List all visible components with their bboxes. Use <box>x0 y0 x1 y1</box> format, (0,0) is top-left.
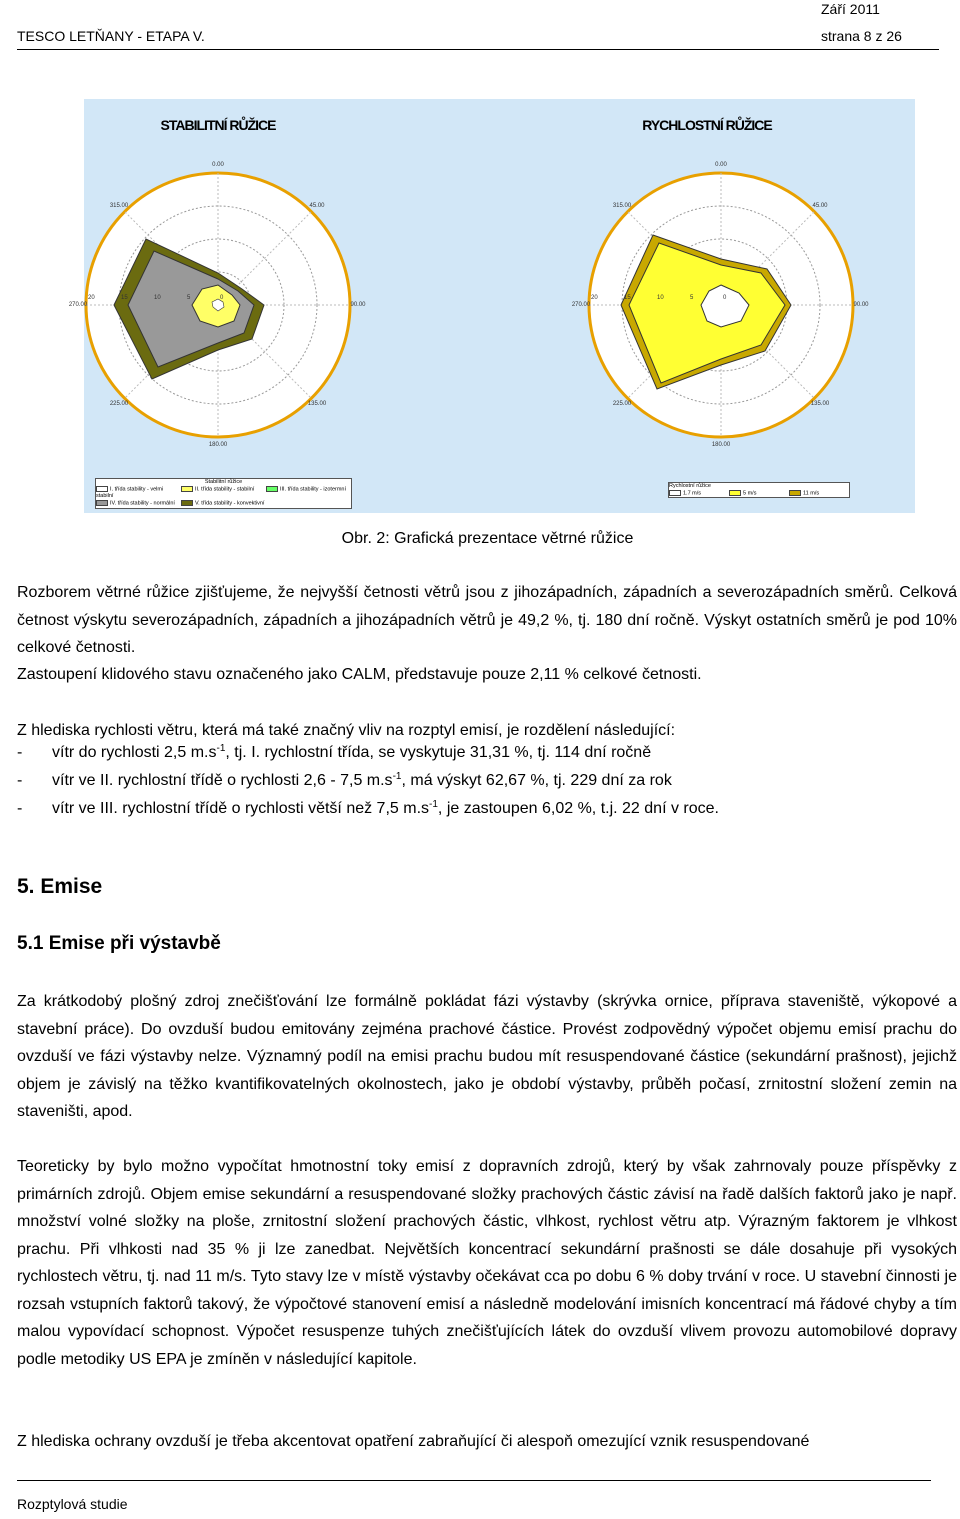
page-number: strana 8 z 26 <box>821 28 902 44</box>
legend-swatch <box>181 500 193 506</box>
legend-swatch <box>96 486 108 492</box>
header-rule <box>17 49 939 50</box>
direction-label: 270.00 <box>571 302 591 308</box>
direction-label: 90.00 <box>350 302 366 308</box>
direction-label: 180.00 <box>208 442 228 448</box>
paragraph: Z hlediska rychlosti větru, která má také značný vliv na rozptyl emisí, je rozdělení následující: <box>17 722 676 739</box>
radial-label: 0 <box>723 295 727 301</box>
speed-legend <box>668 482 850 498</box>
stability-rose-chart <box>84 99 520 513</box>
direction-label: 180.00 <box>711 442 731 448</box>
stability-legend-title: Stabilitní růžice <box>204 479 243 485</box>
legend-swatch <box>729 490 741 496</box>
direction-label: 135.00 <box>307 400 327 407</box>
footer-rule <box>17 1480 931 1481</box>
legend-item: II. třída stability - stabilní <box>181 486 266 500</box>
list-item: - vítr ve II. rychlostní třídě o rychlosti 2,6 - 7,5 $m.s^{-1}$, má výskyt 62,67 %, tj. 229 dní za rok <box>17 771 672 789</box>
radial-label: 0 <box>220 295 224 301</box>
list-item: - vítr do rychlosti 2,5 $m.s^{-1}$, tj. I. rychlostní třída, se vyskytuje 31,31 %, tj. 114 dní ročně <box>17 743 652 761</box>
stability-rose-title: STABILITNÍ RŮŽICE <box>160 117 276 133</box>
paragraph: Z hlediska ochrany ovzduší je třeba akcentovat opatření zabraňující či alespoň omezující vznik resuspendované <box>17 1433 810 1450</box>
list-item: - vítr ve III. rychlostní třídě o rychlosti větší než 7,5 $m.s^{-1}$, je zastoupen 6,02 %, t.j. 22 dní v roce. <box>17 799 719 817</box>
legend-item: 5 m/s <box>729 490 789 497</box>
paragraph: Zastoupení klidového stavu označeného jako CALM, představuje pouze 2,11 % celkové četnosti. <box>17 666 702 683</box>
legend-swatch <box>266 486 278 492</box>
radial-label: 5 <box>187 295 191 301</box>
legend-swatch <box>669 490 681 496</box>
footer-text: Rozptylová studie <box>17 1496 128 1512</box>
direction-label: 315.00 <box>109 203 129 209</box>
paragraph: Rozborem větrné růžice zjišťujeme, že nejvyšší četnosti větrů jsou z jihozápadních, západních a severozápadních směrů. Celková četnost výskytu severozápadních, západních a jihozápadních větrů je 49,2 %, tj. 180 dní ročně. Výskyt ostatních směrů je pod 10% celkové četnosti. <box>17 584 957 656</box>
radial-label: 15 <box>121 295 128 301</box>
direction-label: 90.00 <box>853 302 869 308</box>
radial-label: 10 <box>657 295 664 301</box>
stability-legend <box>95 478 352 509</box>
legend-item: 1.7 m/s <box>669 490 729 497</box>
speed-legend-title: Rychlostní růžice <box>669 483 711 489</box>
direction-label: 225.00 <box>612 400 632 407</box>
direction-label: 225.00 <box>109 400 129 407</box>
direction-label: 45.00 <box>812 203 828 209</box>
paragraph: Za krátkodobý plošný zdroj znečišťování lze formálně pokládat fázi výstavby (skrývka ornice, příprava staveniště, výkopové a stavební práce). Do ovzduší budou emitovány zejména prachové částice. Provést zodpovědný výpočet objemu emisí prachu do ovzduší ve fázi výstavby nelze. Významný podíl na emisi prachu budou mít resuspendované částice (sekundární prašnost), jejichž objem je závislý na těžko kvantifikovatelných okolnostech, jako je období výstavby, průběh počasí, zrnitostní složení zemin na staveništi, apod. <box>17 993 957 1120</box>
paragraph: Teoreticky by bylo možno vypočítat hmotnostní toky emisí z dopravních zdrojů, který by však zahrnovaly pouze příspěvky z primárních zdrojů. Objem emise sekundární a resuspendované složky prachových částic závisí na řadě dalších faktorů jako je např. množství volné složky na ploše, zrnitostní složení prachových částic, vlhkost, rychlost větru atp. Výrazným faktorem je vlhkost prachu. Při vlhkosti nad 35 % ji lze zanedbat. Největších koncentrací sekundární prašnosti se dále dosahuje při vysokých rychlostech větru, tj. nad 11 m/s. Tyto stavy lze v místě výstavby očekávat cca po dobu 6 % doby trvání v roce. U stavební činnosti je rozsah vstupních faktorů takový, že výpočtové stanovení emisí a následně modelování imisních koncentrací má řádové chyby a tím malou vypovídací schopnost. Výpočet resuspenze tuhých znečišťujících látek do ovzduší vlivem provozu automobilové dopravy podle metodiky US EPA je zmíněn v následující kapitole. <box>17 1158 957 1368</box>
header-title: TESCO LETŇANY - ETAPA V. <box>17 28 205 44</box>
legend-swatch <box>789 490 801 496</box>
legend-item: V. třída stability - konvektivní <box>181 500 266 507</box>
radial-label: 5 <box>690 295 694 301</box>
radial-label: 20 <box>591 295 598 301</box>
subsection-heading: 5.1 Emise při výstavbě <box>17 933 221 954</box>
direction-label: 0.00 <box>212 162 224 168</box>
speed-rose-title: RYCHLOSTNÍ RŮŽICE <box>642 117 772 133</box>
legend-item: III. třída stability - izotermní <box>266 486 351 500</box>
radial-label: 10 <box>154 295 161 301</box>
legend-item: 11 m/s <box>789 490 849 497</box>
legend-swatch <box>96 500 108 506</box>
radial-label: 20 <box>88 295 95 301</box>
legend-item: IV. třída stability - normální <box>96 500 181 507</box>
direction-label: 0.00 <box>715 162 727 168</box>
figure-caption: Obr. 2: Grafická prezentace větrné růžice <box>341 530 634 547</box>
legend-item: I. třída stability - velmi stabilní <box>96 486 164 500</box>
direction-label: 315.00 <box>612 203 632 209</box>
radial-label: 15 <box>624 295 631 301</box>
section-heading: 5. Emise <box>17 875 103 898</box>
direction-label: 135.00 <box>810 400 830 407</box>
legend-swatch <box>181 486 193 492</box>
direction-label: 45.00 <box>309 203 325 209</box>
direction-label: 270.00 <box>68 302 88 308</box>
header-date: Září 2011 <box>821 1 880 17</box>
